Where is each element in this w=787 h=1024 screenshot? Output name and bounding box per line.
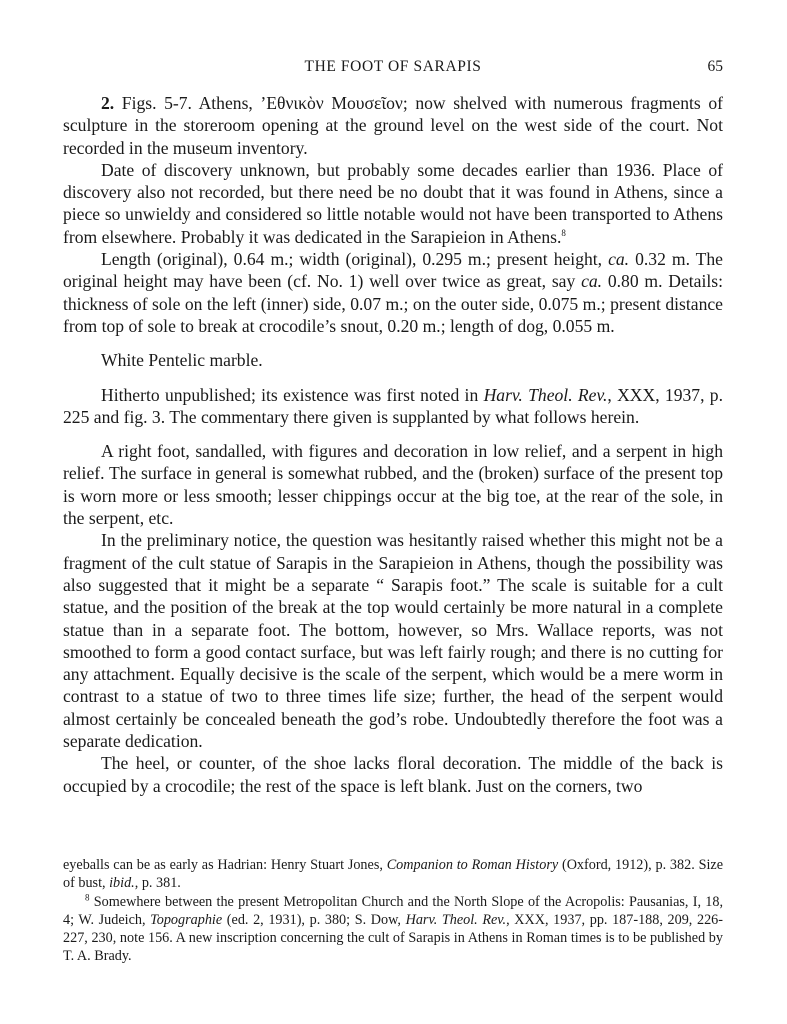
greek-museum-name: ’Εθνικὸν Μουσεῖον — [260, 93, 403, 113]
entry-number: 2. — [101, 93, 115, 113]
paragraph-dimensions: Length (original), 0.64 m.; width (original), 0.295 m.; present height, ca. 0.32 m. The original height may have been (cf. No. 1) well over twice as great, say ca. 0.80 m. Details: thickness of sole on the left (inner) side, 0.07 m.; on the outer side, 0.075 m.; present distance from top of sole to break at crocodile’s snout, 0.20 m.; length of dog, 0.055 m. — [63, 249, 723, 336]
footnote-ref-8: 8 — [561, 227, 566, 238]
footnote-8: $^8$ Somewhere between the present Metropolitan Church and the North Slope of the Acropolis: Pausanias, I, 18, 4; W. Judeich, Topographie (ed. 2, 1931), p. 380; S. Dow, Harv. Theol. Rev., XXX, 1937, pp. 187-188, 209, 226-227, 230, note 156. A new inscription concerning the cult of Sarapis in Athens in Roman times is to be published by T. A. Brady. — [63, 891, 723, 965]
paragraph-publication: Hitherto unpublished; its existence was first noted in Harv. Theol. Rev., XXX, 1937, p. 225 and fig. 3. The commentary there given is supplanted by what follows herein. — [63, 384, 723, 427]
paragraph-description: A right foot, sandalled, with figures and decoration in low relief, and a serpent in high relief. The surface in general is somewhat rubbed, and the (broken) surface of the present top is worn more or less smooth; lesser chippings occur at the big toe, at the rear of the sole, in the serpent, etc. — [63, 441, 723, 529]
running-title: THE FOOT OF SARAPIS — [304, 58, 482, 75]
paragraph-heel: The heel, or counter, of the shoe lacks floral decoration. The middle of the back is occupied by a crocodile; the rest of the space is left blank. Just on the corners, two — [63, 753, 723, 796]
footnotes — [63, 856, 723, 966]
main-text — [63, 92, 723, 797]
paragraph-catalog-entry: 2. Figs. 5-7. Athens, ’Εθνικὸν Μουσεῖον; now shelved with numerous fragments of sculpture in the storeroom opening at the ground level on the west side of the court. Not recorded in the museum inventory. — [63, 93, 723, 158]
paragraph-discussion: In the preliminary notice, the question was hesitantly raised whether this might not be a fragment of the cult statue of Sarapis in the Sarapieion in Athens, though the possibility was also suggested that it might be a separate “ Sarapis foot.” The scale is suitable for a cult statue, and the position of the break at the top would certainly be more natural in a complete statue than in a separate foot. The bottom, however, so Mrs. Wallace reports, was not smoothed to form a good contact surface, but was left fairly rough; and there is no cutting for any attachment. Equally decisive is the scale of the serpent, which would be a mere worm in contrast to a statue of two to three times life size; further, the head of the serpent would almost certainly be concealed beneath the god’s robe. Undoubtedly therefore the foot was a separate dedication. — [63, 530, 723, 752]
running-header — [63, 52, 723, 78]
paragraph-discovery: Date of discovery unknown, but probably some decades earlier than 1936. Place of discovery also not recorded, but there need be no doubt that it was found in Athens, since a piece so unwieldy and considered so little notable would not have been transported to Athens from elsewhere. Probably it was dedicated in the Sarapieion in Athens.$^8$ — [63, 159, 723, 247]
page — [63, 52, 723, 797]
footnote-8-mark: 8 — [85, 891, 90, 902]
footnote-continuation: eyeballs can be as early as Hadrian: Henry Stuart Jones, Companion to Roman History (Oxford, 1912), p. 382. Size of bust, ibid., p. 381. — [63, 857, 723, 892]
paragraph-material: White Pentelic marble. — [101, 350, 263, 371]
page-number: 65 — [707, 58, 723, 75]
